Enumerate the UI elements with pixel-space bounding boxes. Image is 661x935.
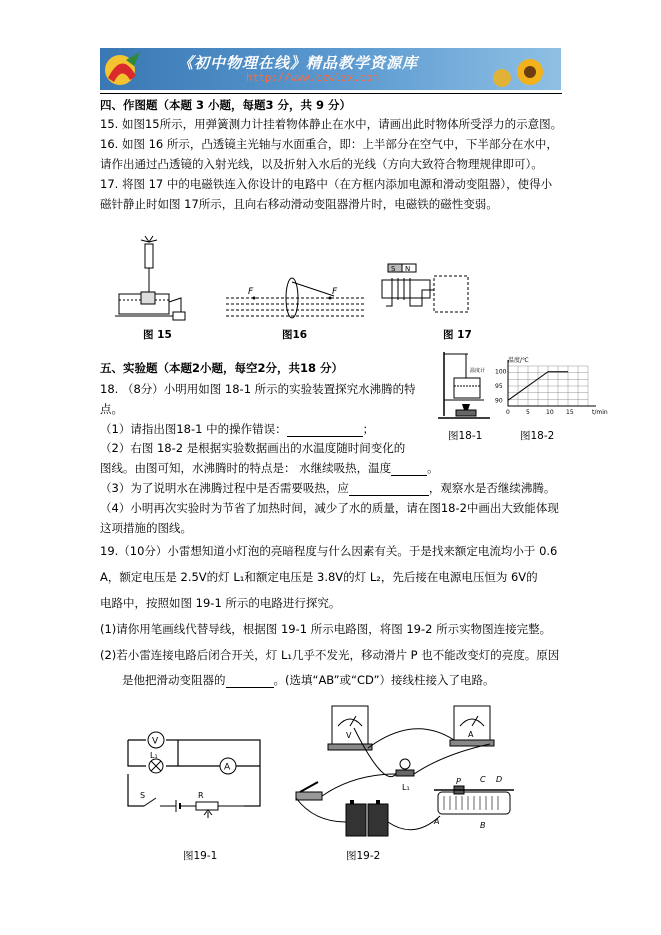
sunflower-small-icon bbox=[493, 69, 511, 87]
chart-axes bbox=[508, 360, 596, 406]
question-19-line2: A，额定电压是 2.5V的灯 L₁和额定电压是 3.8V的灯 L₂，先后接在电源电压恒为 6V的 bbox=[100, 570, 538, 584]
voltmeter-label: V bbox=[152, 736, 159, 747]
wire-switch-lamp bbox=[322, 774, 396, 796]
figure-16-lens bbox=[226, 276, 366, 326]
battery-1-icon bbox=[346, 804, 366, 836]
lamp-base-icon bbox=[396, 770, 414, 776]
chart-y-axis-label: 温度/℃ bbox=[508, 357, 529, 364]
question-18-part2-line2 bbox=[100, 460, 439, 476]
question-16-line2: 请作出通过凸透镜的入射光线，以及折射入水后的光线（方向大致符合物理规律即可）。 bbox=[100, 157, 543, 171]
question-18-part4-line1: （4）小明再次实验时为节省了加热时间，减少了水的质量，请在图18-2中画出大致能体现 bbox=[100, 501, 559, 515]
figure-15-spring-scale bbox=[115, 232, 190, 324]
rheostat-label: R bbox=[198, 791, 204, 800]
question-16-line1: 16. 如图 16 所示，凸透镜主光轴与水面重合，即：上半部分在空气中，下半部分在水中， bbox=[100, 137, 558, 151]
chart-axis-lines bbox=[508, 360, 596, 406]
compass-s-label: S bbox=[391, 265, 396, 273]
q18-3-suffix: ，观察水是否继续沸腾。 bbox=[428, 481, 556, 495]
wire-switch-battery bbox=[296, 798, 346, 822]
q19-2-answer-blank[interactable] bbox=[226, 675, 274, 688]
chart-y-tick-label: 100 bbox=[495, 368, 507, 376]
question-19-part2-line1: (2)若小雷连接电路后闭合开关，灯 L₁几乎不发光，移动滑片 P 也不能改变灯的亮度。原因 bbox=[100, 648, 560, 662]
question-19-line1: 19.（10分）小雷想知道小灯泡的亮暗程度与什么因素有关。于是找来额定电流均小于 0.6 bbox=[100, 544, 558, 558]
bulb-icon bbox=[400, 759, 410, 769]
question-18-part1 bbox=[100, 421, 374, 437]
figure-19-2-real-circuit bbox=[284, 704, 524, 840]
svg-text:V: V bbox=[346, 731, 352, 740]
question-17-line2: 磁针静止时如图 17所示，且向右移动滑动变阻器滑片时，电磁铁的磁性变弱。 bbox=[100, 197, 498, 211]
figure-19-1-circuit-diagram bbox=[124, 726, 268, 822]
question-18-part2-line1: （2）右图 18-2 是根据实验数据画出的水温度随时间变化的 bbox=[100, 441, 406, 455]
figure-18-1-boiling-apparatus bbox=[438, 348, 494, 420]
figure-16-caption: 图16 bbox=[282, 329, 308, 341]
chart-x-tick-label: 15 bbox=[566, 409, 574, 416]
slider-p-label: P bbox=[456, 777, 461, 786]
question-18-part3 bbox=[100, 480, 555, 496]
section4-heading: 四、作图题（本题 3 小题，每题3 分，共 9 分） bbox=[100, 98, 352, 112]
lamp-real-label: L₁ bbox=[402, 783, 410, 792]
section5-heading: 五、实验题（本题2小题，每空2分，共18 分） bbox=[100, 361, 344, 375]
chart-x-axis-label: t/min bbox=[592, 409, 608, 416]
svg-text:A: A bbox=[468, 730, 474, 739]
banner-title: 《初中物理在线》精品教学资源库 bbox=[178, 54, 419, 72]
chart-x-tick-label: 0 bbox=[506, 409, 510, 416]
figure-19-1-caption: 图19-1 bbox=[183, 850, 218, 862]
battery-2-icon bbox=[368, 804, 388, 836]
q18-2-suffix: 。 bbox=[427, 461, 439, 475]
chart-y-tick-label: 90 bbox=[495, 397, 503, 405]
figure-18-2-caption: 图18-2 bbox=[520, 430, 555, 442]
figure-19-2-caption: 图19-2 bbox=[346, 850, 381, 862]
q18-1-prompt: （1）请指出图18-1 中的操作错误： bbox=[100, 422, 287, 436]
q19-2-prompt: 是他把滑动变阻器的 bbox=[122, 673, 226, 687]
site-banner bbox=[100, 48, 561, 90]
compass-n-label: N bbox=[405, 265, 411, 273]
question-17-line1: 17. 将图 17 中的电磁铁连入你设计的电路中（在方框内添加电源和滑动变阻器），使得小 bbox=[100, 177, 553, 191]
chart-y-tick-label: 95 bbox=[495, 383, 503, 390]
q18-2-prompt: 图线。由图可知，水沸腾时的特点是： 水继续吸热，温度 bbox=[100, 461, 392, 475]
figure-17-electromagnet bbox=[378, 262, 470, 318]
figure-15-caption: 图 15 bbox=[143, 329, 172, 341]
question-15: 15. 如图15所示，用弹簧测力计挂着物体静止在水中，请画出此时物体所受浮力的示意图。 bbox=[100, 117, 563, 131]
q18-3-prompt: （3）为了说明水在沸腾过程中是否需要吸热，应 bbox=[100, 481, 349, 495]
ammeter-label: A bbox=[224, 762, 231, 773]
q18-1-answer-blank[interactable] bbox=[287, 424, 363, 437]
q18-2-answer-blank[interactable] bbox=[391, 463, 427, 476]
focus-left-label: F bbox=[248, 287, 254, 297]
question-19-line3: 电路中，按照如图 19-1 所示的电路进行探究。 bbox=[100, 596, 341, 610]
q18-3-answer-blank[interactable] bbox=[349, 483, 429, 496]
question-18-line1: 18. （8分）小明用如图 18-1 所示的实验装置探究水沸腾的特 bbox=[100, 382, 416, 396]
wire-voltmeter-ammeter bbox=[368, 729, 454, 748]
rheostat-icon bbox=[196, 802, 218, 810]
terminal-a-label: A bbox=[434, 817, 440, 826]
chart-x-tick-label: 5 bbox=[526, 409, 530, 416]
terminal-b-label: B bbox=[480, 821, 486, 830]
wire-lamp-ammeter bbox=[414, 744, 490, 774]
wire-battery-rheostat bbox=[388, 816, 440, 830]
lamp-label: L₁ bbox=[150, 751, 158, 760]
figure-18-2-temperature-chart bbox=[494, 354, 618, 420]
switch-device-icon bbox=[296, 792, 322, 800]
question-18-line2: 点。 bbox=[100, 402, 123, 416]
terminal-c-label: C bbox=[480, 775, 486, 784]
q19-2-suffix: 。(选填“AB”或“CD”）接线柱接入了电路。 bbox=[273, 673, 495, 687]
question-19-part1: (1)请你用笔画线代替导线，根据图 19-1 所示电路图，将图 19-2 所示实物图连接完整。 bbox=[100, 622, 552, 636]
svg-text:温度计: 温度计 bbox=[470, 368, 486, 374]
banner-url[interactable]: http://www.czwlzx.com bbox=[246, 72, 379, 84]
figure-18-1-caption: 图18-1 bbox=[448, 430, 483, 442]
figure-17-caption: 图 17 bbox=[443, 329, 472, 341]
q18-1-suffix: ； bbox=[362, 422, 375, 436]
header-rule bbox=[100, 93, 562, 94]
focus-right-label: F bbox=[332, 287, 338, 297]
terminal-d-label: D bbox=[496, 775, 503, 784]
chart-x-tick-label: 10 bbox=[546, 409, 554, 416]
question-18-part4-line2: 这项措施的图线。 bbox=[100, 521, 192, 535]
question-19-part2-line2 bbox=[122, 672, 495, 688]
switch-label: S bbox=[140, 791, 146, 800]
